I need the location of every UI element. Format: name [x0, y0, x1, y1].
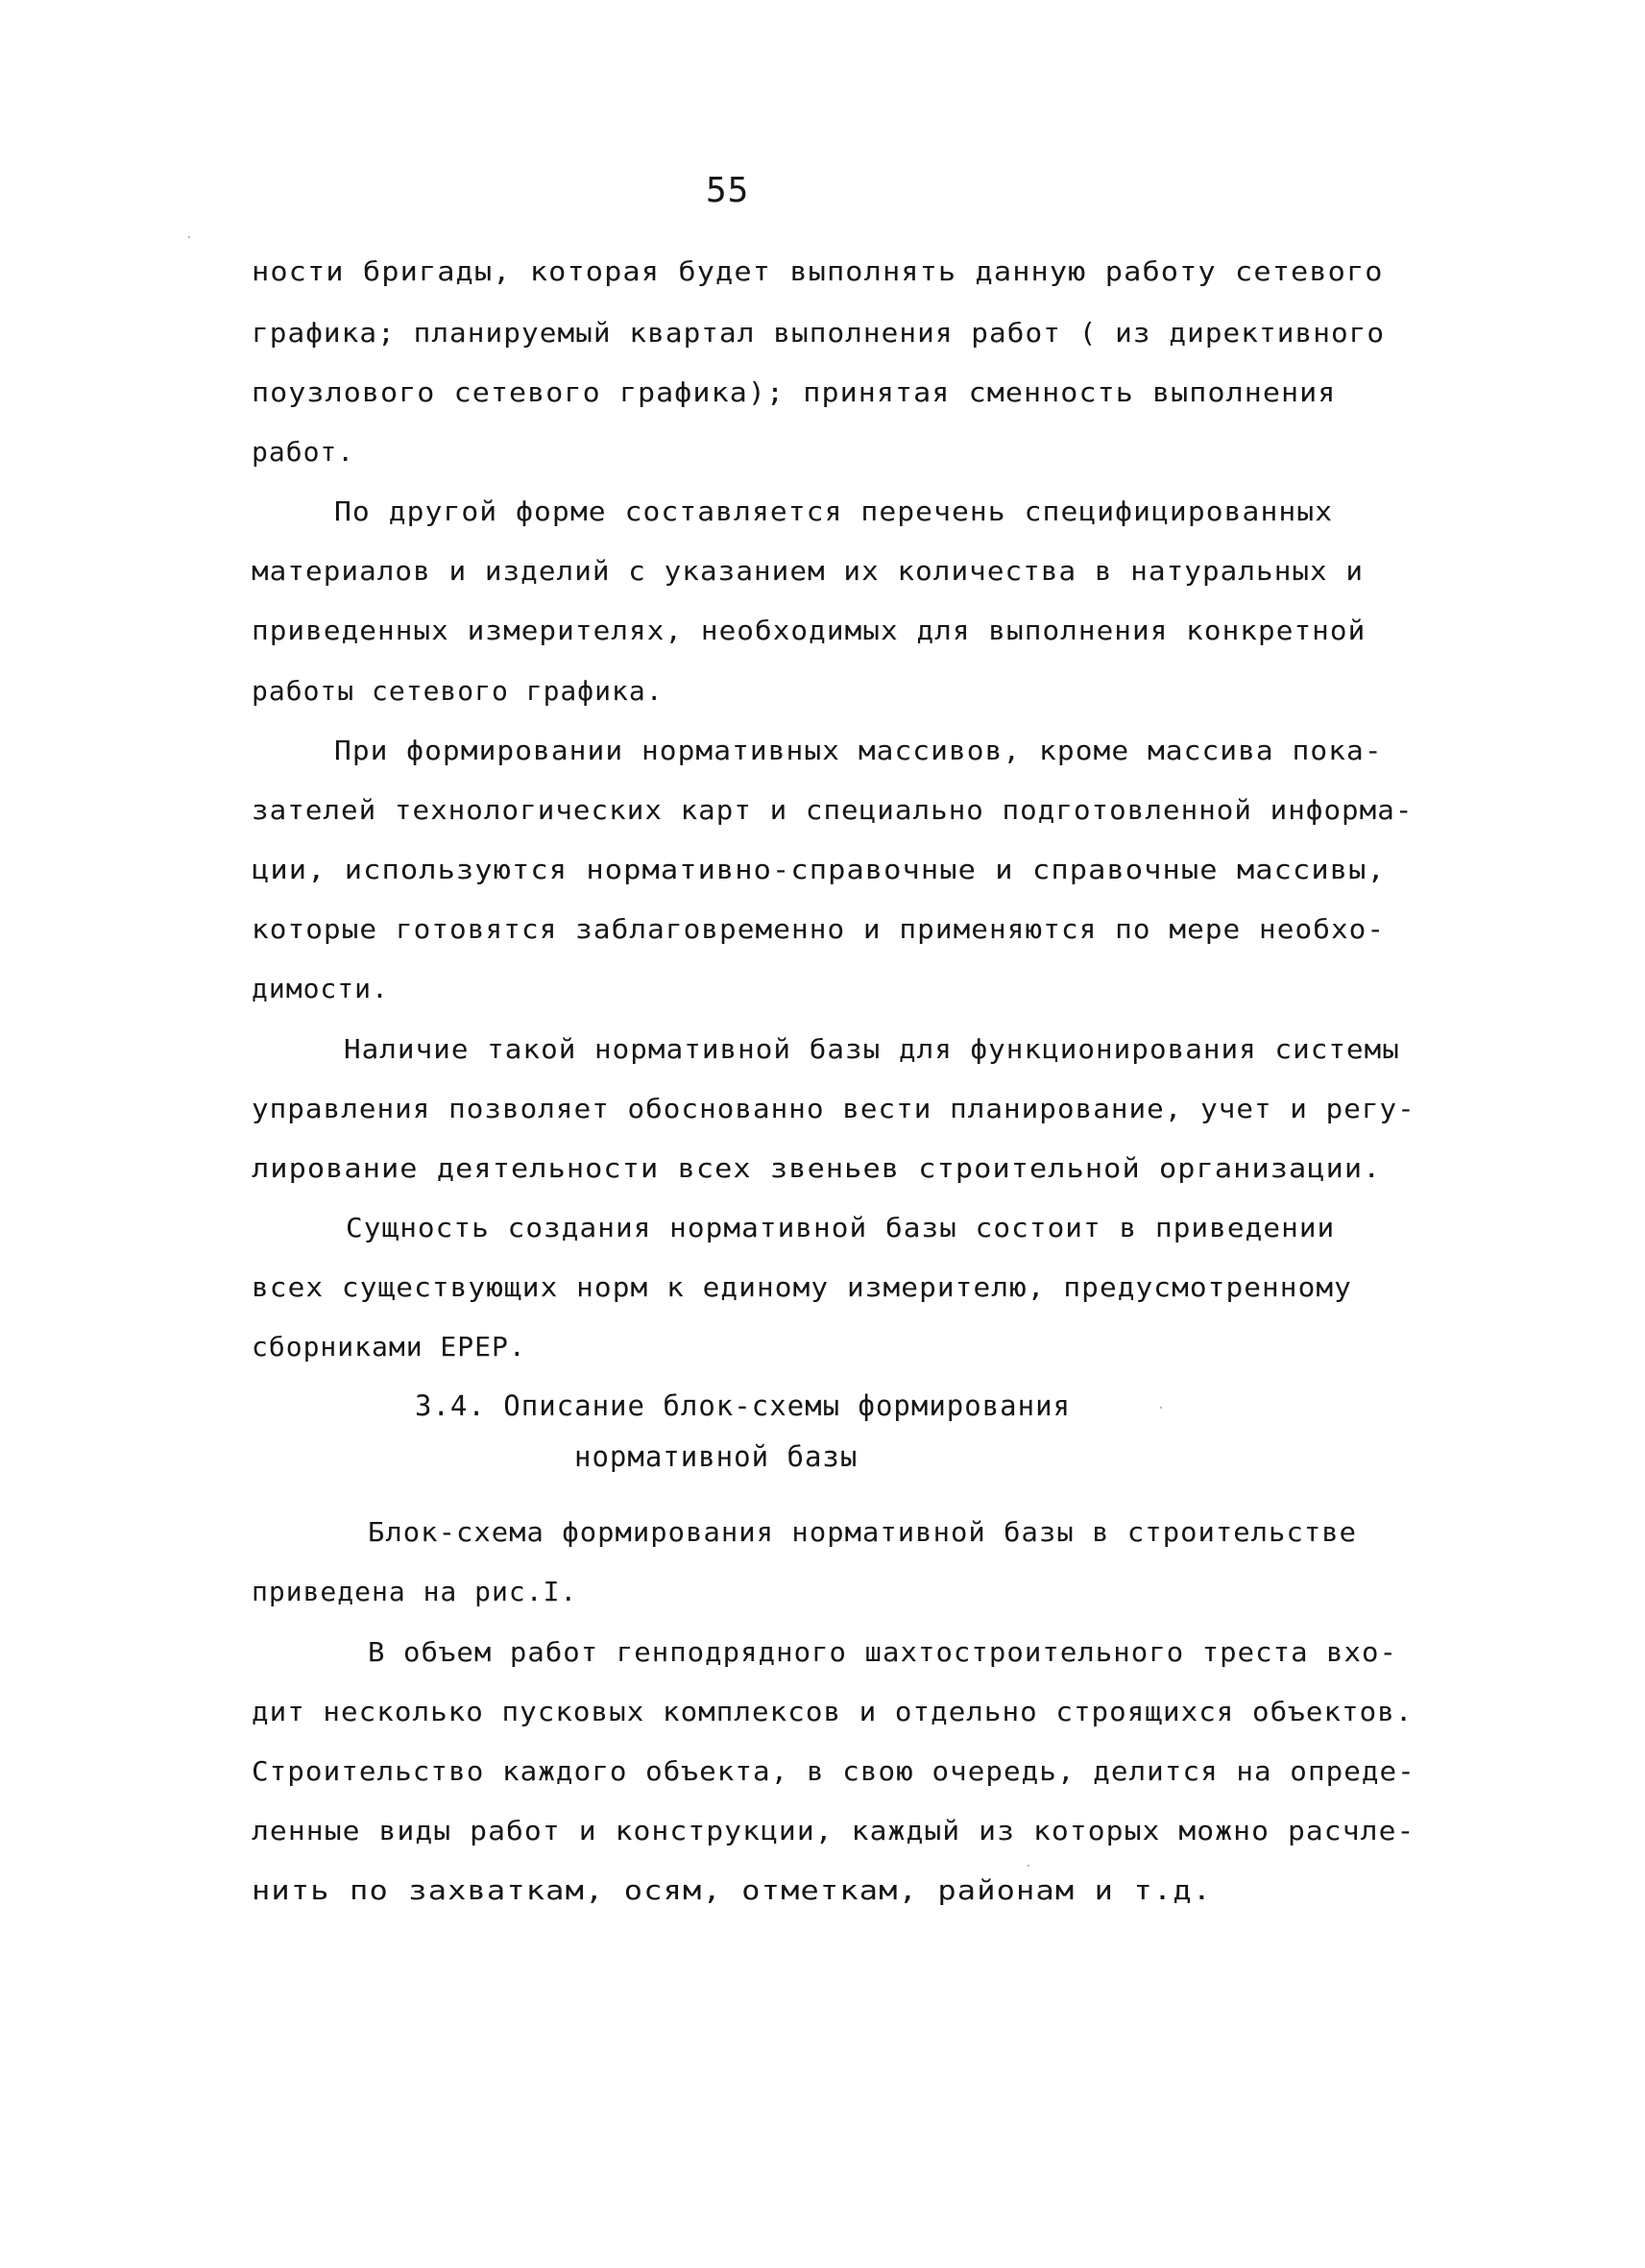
- text-line: материалов и изделий с указанием их количества в натуральных и: [252, 555, 1365, 587]
- text-line: управления позволяет обоснованно вести планирование, учет и регу-: [252, 1093, 1415, 1124]
- section-heading-continued: нормативной базы: [574, 1440, 859, 1473]
- text-line: дит несколько пусковых комплексов и отдельно строящихся объектов.: [252, 1696, 1414, 1727]
- text-line: работ.: [252, 436, 355, 468]
- text-line: лирование деятельности всех звеньев строительной организации.: [252, 1152, 1382, 1184]
- text-line: В объем работ генподрядного шахтостроительного треста вхо-: [368, 1636, 1397, 1668]
- text-line: димости.: [252, 973, 389, 1004]
- scan-speck: [1160, 1407, 1162, 1409]
- text-line: поузлового сетевого графика); принятая сменность выполнения: [252, 376, 1337, 408]
- text-line: сборниками ЕРЕР.: [252, 1331, 526, 1363]
- text-line: Блок-схема формирования нормативной базы в строительстве: [368, 1516, 1358, 1548]
- text-line: Наличие такой нормативной базы для функционирования системы: [344, 1033, 1400, 1065]
- text-line: приведена на рис.I.: [252, 1576, 578, 1607]
- text-line: ленные виды работ и конструкции, каждый из которых можно расчле-: [252, 1815, 1415, 1846]
- text-line: ции, используются нормативно-справочные и справочные массивы,: [252, 854, 1386, 885]
- text-line: приведенных измерителях, необходимых для выполнения конкретной: [252, 615, 1367, 646]
- text-line: зателей технологических карт и специально подготовленной информа-: [252, 794, 1414, 826]
- text-line: По другой форме составляется перечень специфицированных: [334, 495, 1334, 527]
- text-line: графика; планируемый квартал выполнения работ ( из директивного: [252, 317, 1386, 349]
- text-line: всех существующих норм к единому измерителю, предусмотренному: [252, 1271, 1352, 1303]
- text-line: При формировании нормативных массивов, кроме массива пока-: [334, 735, 1383, 766]
- text-line: нить по захваткам, осям, отметкам, районам и т.д.: [252, 1874, 1213, 1906]
- text-line: работы сетевого графика.: [252, 675, 664, 707]
- section-heading: 3.4. Описание блок-схемы формирования: [415, 1389, 1072, 1422]
- scan-speck: [1028, 1865, 1029, 1867]
- scan-speck: [188, 236, 190, 238]
- page-number: 55: [706, 171, 750, 210]
- text-line: которые готовятся заблаговременно и применяются по мере необхо-: [252, 913, 1386, 945]
- text-line: ности бригады, которая будет выполнять данную работу сетевого: [252, 255, 1384, 287]
- text-line: Строительство каждого объекта, в свою очередь, делится на опреде-: [252, 1755, 1415, 1787]
- text-line: Сущность создания нормативной базы состоит в приведении: [346, 1212, 1336, 1243]
